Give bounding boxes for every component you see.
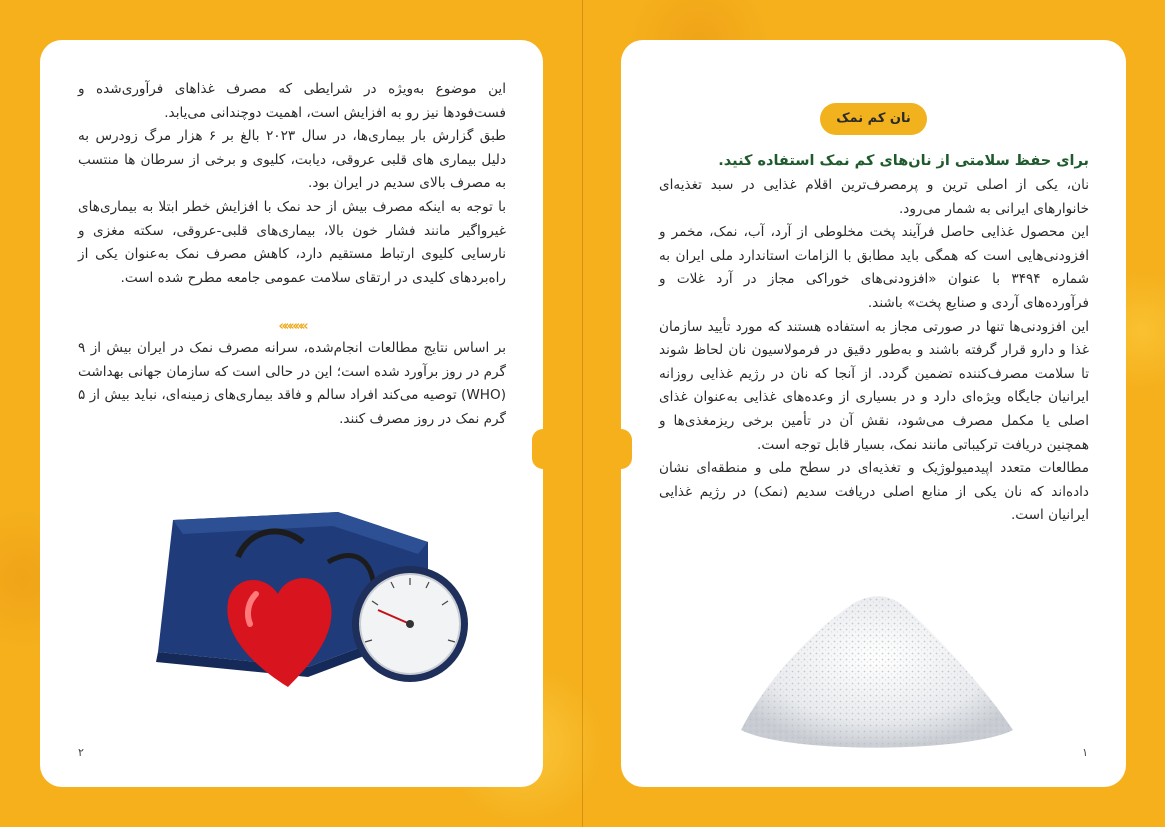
left-upper-text: [78, 78, 506, 290]
right-paragraph-2: این محصول غذایی حاصل فرآیند پخت مخلوطی از آرد، آب، نمک، مخمر و افزودنی‌هایی است که همگی باید مطابق با الزامات استاندارد ملی ایران به شماره ۳۴۹۴ با عنوان «افزودنی‌های خوراکی مجاز در آرد غلات و فرآورده‌های آردی و صنایع پخت» باشند.: [659, 224, 1089, 311]
page-notch: [532, 429, 554, 469]
right-paragraph-1: نان، یکی از اصلی ترین و پرمصرف‌ترین اقلام غذایی در سبد تغذیه‌ای خانوارهای ایرانی به شمار می‌رود.: [659, 177, 1089, 217]
salt-pile-illustration: [731, 580, 1021, 760]
section-heading: برای حفظ سلامتی از نان‌های کم نمک استفاده کنید.: [718, 153, 1089, 169]
page-notch: [610, 429, 632, 469]
right-page: [621, 40, 1126, 787]
left-paragraph-1: این موضوع به‌ویژه در شرایطی که مصرف غذاهای فرآوری‌شده و فست‌فودها نیز رو به افزایش است، اهمیت دوچندانی می‌یابد.: [78, 81, 506, 121]
right-body-text: [659, 174, 1089, 528]
left-paragraph-2: طبق گزارش بار بیماری‌ها، در سال ۲۰۲۳ بالغ بر ۶ هزار مرگ زودرس به دلیل بیماری های قلبی عروقی، دیابت، کلیوی و برخی از سرطان ها منتسب به مصرف بالای سدیم در ایران بود.: [78, 128, 506, 192]
topic-badge: نان کم نمک: [820, 103, 927, 135]
left-paragraph-3: با توجه به اینکه مصرف بیش از حد نمک با افزایش خطر ابتلا به بیماری‌های غیرواگیر مانند فشار خون بالا، بیماری‌های قلبی-عروقی، سکته مغزی و نارسایی کلیوی ارتباط مستقیم دارد، کاهش مصرف نمک به‌عنوان یکی از راه‌بردهای کلیدی در ارتقای سلامت عمومی جامعه مطرح شده است.: [78, 198, 506, 286]
chevron-divider-icon: «««««: [278, 319, 306, 334]
right-paragraph-4: مطالعات متعدد اپیدمیولوژیک و تغذیه‌ای در سطح ملی و منطقه‌ای نشان داده‌اند که نان یکی از منابع اصلی دریافت سدیم (نمک) در رژیم غذایی ایرانیان است.: [659, 460, 1089, 524]
right-paragraph-3: این افزودنی‌ها تنها در صورتی مجاز به استفاده هستند که مورد تأیید سازمان غذا و دارو قرار گرفته باشند و به‌طور دقیق در فرمولاسیون نان لحاظ شوند تا سلامت مصرف‌کننده تضمین گردد. از آنجا که نان در رژیم غذایی روزانه ایرانیان جایگاه ویژه‌ای دارد و در بسیاری از وعده‌های غذایی به‌عنوان غذای اصلی یا مکمل مصرف می‌شود، نقش آن در تأمین برخی ریزمغذی‌ها و همچنین دریافت ترکیباتی مانند نمک، بسیار قابل توجه است.: [659, 318, 1089, 453]
book-spine: [582, 0, 583, 827]
page-number: ۲: [78, 746, 84, 759]
heart-gauge-illustration: [128, 502, 468, 692]
left-lower-text: [78, 337, 506, 431]
left-page: [40, 40, 543, 787]
page-number: ۱: [1082, 746, 1088, 759]
left-paragraph-4: بر اساس نتایج مطالعات انجام‌شده، سرانه مصرف نمک در ایران بیش از ۹ گرم در روز برآورد شده است؛ این در حالی است که سازمان جهانی بهداشت (WHO) توصیه می‌کند افراد سالم و فاقد بیماری‌های زمینه‌ای، نباید بیش از ۵ گرم نمک در روز مصرف کنند.: [78, 340, 506, 427]
